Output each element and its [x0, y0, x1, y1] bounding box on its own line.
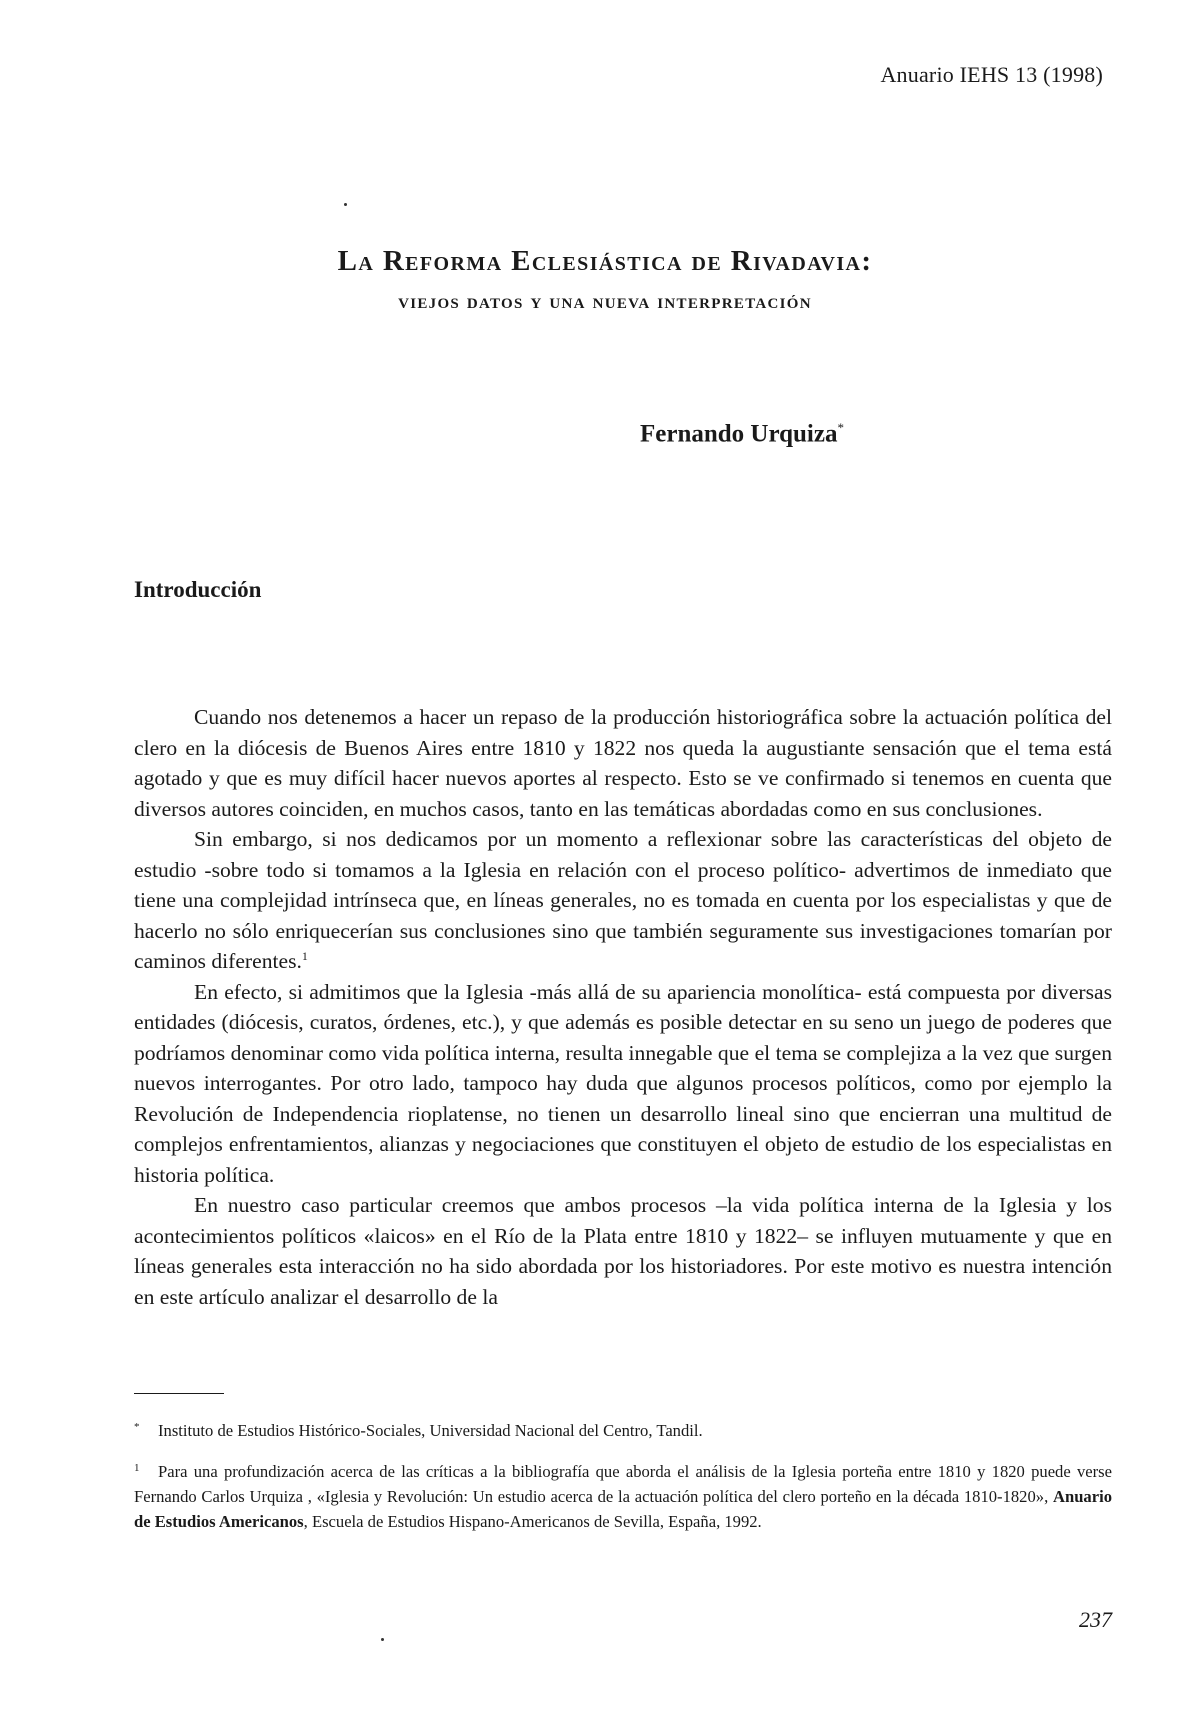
footnotes	[134, 1418, 1112, 1550]
paragraph	[134, 977, 1112, 1191]
paragraph-text: En nuestro caso particular creemos que ambos procesos –la vida política interna de la Iglesia y los acontecimientos políticos «laicos» en el Río de la Plata entre 1810 y 1822– se influyen mutuamente y que en líneas generales esta interacción no ha sido abordada por los historiadores. Por este motivo es nuestra intención en este artículo analizar el desarrollo de la	[134, 1193, 1112, 1309]
section-heading: Introducción	[134, 577, 262, 602]
footnote-text: Instituto de Estudios Histórico-Sociales, Universidad Nacional del Centro, Tandil.	[158, 1421, 703, 1440]
paragraph	[134, 1190, 1112, 1312]
paragraph	[134, 824, 1112, 977]
body-text	[134, 702, 1112, 1312]
author-name	[640, 420, 844, 448]
paragraph-text: Sin embargo, si nos dedicamos por un momento a reflexionar sobre las características del objeto de estudio -sobre todo si tomamos a la Iglesia en relación con el proceso político- advertimos de inmediato que tiene una complejidad intrínseca que, en líneas generales, no es tomada en cuenta por los especialistas y que de hacerlo no sólo enriquecerían sus conclusiones sino que también seguramente sus investigaciones tomarían por caminos diferentes.	[134, 827, 1112, 973]
scan-speck	[381, 1638, 384, 1641]
paragraph	[134, 702, 1112, 824]
footnote-text: Para una profundización acerca de las críticas a la bibliografía que aborda el análisis de la Iglesia porteña entre 1810 y 1820 puede verse Fernando Carlos Urquiza , «Iglesia y Revolución: Un estudio acerca de la actuación política del clero porteño en la década 1810-1820»,	[134, 1462, 1112, 1506]
footnote-reference: 1	[301, 948, 308, 963]
title-block	[0, 244, 1200, 316]
page-number: 237	[1079, 1607, 1112, 1632]
footnote	[134, 1459, 1112, 1534]
footnote-journal-title: Anuario de Estudios Americanos	[134, 1487, 1112, 1531]
footnote-mark: *	[134, 1421, 140, 1433]
paragraph-text: Cuando nos detenemos a hacer un repaso de la producción historiográfica sobre la actuación política del clero en la diócesis de Buenos Aires entre 1810 y 1822 nos queda la augustiante sensación que el tema está agotado y que es muy difícil hacer nuevos aportes al respecto. Esto se ve confirmado si tenemos en cuenta que diversos autores coinciden, en muchos casos, tanto en las temáticas abordadas como en sus conclusiones.	[134, 705, 1112, 821]
footnote-mark: 1	[134, 1462, 140, 1474]
running-header: Anuario IEHS 13 (1998)	[880, 62, 1103, 87]
footnote-text-tail: , Escuela de Estudios Hispano-Americanos de Sevilla, España, 1992.	[303, 1512, 762, 1531]
article-subtitle: viejos datos y una nueva interpretación	[398, 288, 812, 313]
scan-speck	[344, 203, 347, 206]
author-footnote-mark: *	[837, 420, 844, 435]
author-name-text: Fernando Urquiza	[640, 420, 838, 448]
footnote-separator	[134, 1393, 224, 1394]
footnote	[134, 1418, 1112, 1443]
paragraph-text: En efecto, si admitimos que la Iglesia -más allá de su apariencia monolítica- está compuesta por diversas entidades (diócesis, curatos, órdenes, etc.), y que además es posible detectar en su seno un juego de poderes que podríamos denominar como vida política interna, resulta innegable que el tema se complejiza a la vez que surgen nuevos interrogantes. Por otro lado, tampoco hay duda que algunos procesos políticos, como por ejemplo la Revolución de Independencia rioplatense, no tienen un desarrollo lineal sino que encierran una multitud de complejos enfrentamientos, alianzas y negociaciones que constituyen el objeto de estudio de los especialistas en historia política.	[134, 979, 1112, 1187]
article-title: La Reforma Eclesiástica de Rivadavia:	[337, 245, 873, 277]
